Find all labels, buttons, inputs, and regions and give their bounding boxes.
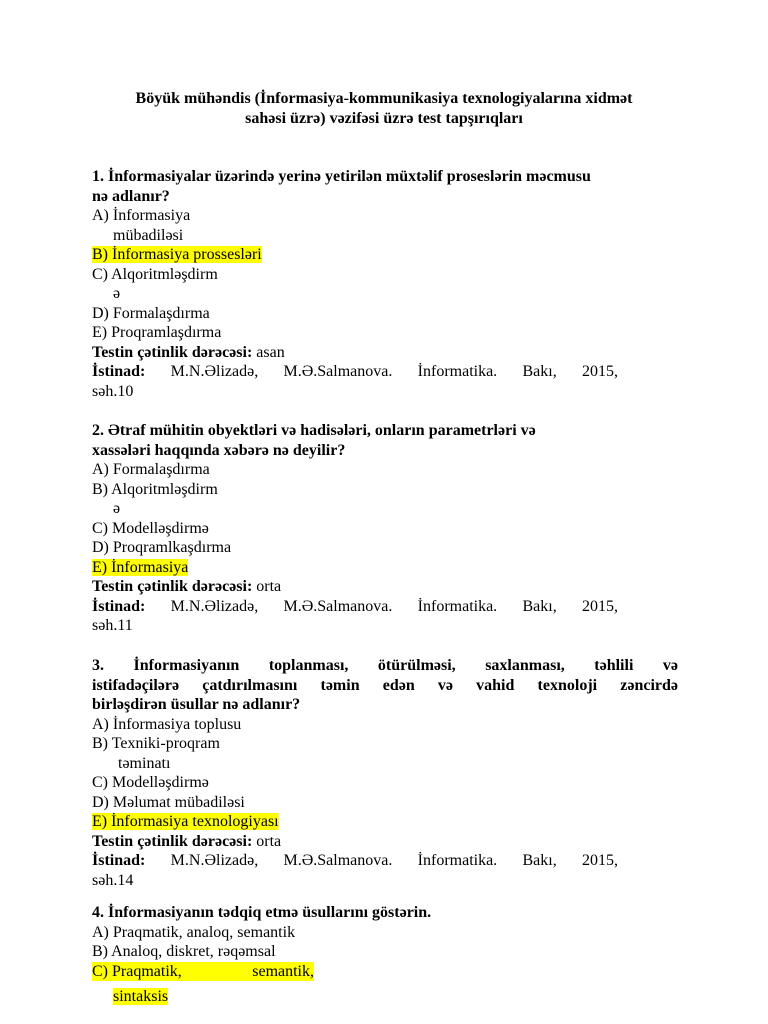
- question-3-text: [92, 656, 678, 715]
- question-2-reference: İstinad: M.N.Əlizadə, M.Ə.Salmanova. İnformatika. Bakı, 2015,: [92, 597, 618, 615]
- question-4-option-a: A) Praqmatik, analoq, semantik: [92, 923, 296, 941]
- question-1-option-a: A) İnformasiya mübadiləsi: [92, 207, 191, 244]
- question-4-text: 4. İnformasiyanın tədqiq etmə üsullarını göstərin.: [92, 904, 432, 921]
- question-2-option-d: D) Proqramlkaşdırma: [92, 539, 232, 556]
- question-2-difficulty: Testin çətinlik dərəcəsi: orta: [92, 578, 282, 595]
- question-1-option-e: E) Proqramlaşdırma: [92, 324, 222, 341]
- question-1-option-b-correct: B) İnformasiya prossesləri: [92, 246, 262, 263]
- question-2-line-1: 2. Ətraf mühitin obyektləri və hadisələri, onların parametrləri və: [92, 422, 536, 439]
- question-1: [92, 167, 678, 401]
- question-1-text: [92, 167, 678, 206]
- question-1-reference: İstinad: M.N.Əlizadə, M.Ə.Salmanova. İnformatika. Bakı, 2015,: [92, 363, 618, 380]
- question-3-option-a: A) İnformasiya toplusu: [92, 715, 242, 733]
- title-line-1: Böyük mühəndis (İnformasiya-kommunikasiya texnologiyalarına xidmət: [135, 90, 633, 107]
- question-3: [92, 656, 678, 890]
- question-2-reference-page: səh.11: [92, 617, 133, 634]
- question-1-reference-page: səh.10: [92, 382, 134, 400]
- question-3-reference-page: səh.14: [92, 871, 134, 889]
- question-1-line-2: nə adlanır?: [92, 187, 170, 205]
- question-1-difficulty: Testin çətinlik dərəcəsi: asan: [92, 343, 285, 361]
- question-3-line-3: birləşdirən üsullar nə adlanır?: [92, 696, 301, 713]
- question-2-option-a: A) Formalaşdırma: [92, 461, 210, 478]
- question-2-option-c: C) Modelləşdirmə: [92, 519, 209, 537]
- question-3-difficulty: Testin çətinlik dərəcəsi: orta: [92, 832, 282, 850]
- question-3-option-d: D) Məlumat mübadiləsi: [92, 793, 245, 811]
- question-3-line-2: istifadəçilərə çatdırılmasını təmin edən və vahid texnoloji zəncirdə: [92, 676, 678, 694]
- question-2-line-2: xassələri haqqında xəbərə nə deyilir?: [92, 441, 346, 459]
- question-4-option-c-continuation: sintaksis: [113, 987, 169, 1005]
- question-2-option-b: B) Alqoritmləşdirm ə: [92, 480, 218, 517]
- question-4-option-c-correct: C) Praqmatik, semantik,: [92, 962, 314, 980]
- question-3-option-b: B) Texniki-proqram təminatı: [92, 735, 220, 772]
- question-4-option-b: B) Analoq, diskret, rəqəmsal: [92, 943, 276, 960]
- question-4: [92, 903, 678, 1006]
- question-1-option-d: D) Formalaşdırma: [92, 304, 210, 322]
- question-2-option-e-correct: E) İnformasiya: [92, 558, 189, 576]
- question-2-text: [92, 421, 678, 460]
- page-title: [92, 89, 676, 129]
- question-1-line-1: 1. İnformasiyalar üzərində yerinə yetirilən müxtəlif proseslərin məcmusu: [92, 168, 591, 185]
- title-line-2: sahəsi üzrə) vəzifəsi üzrə test tapşırıqları: [245, 110, 523, 127]
- question-2: [92, 421, 678, 636]
- question-3-reference: İstinad: M.N.Əlizadə, M.Ə.Salmanova. İnformatika. Bakı, 2015,: [92, 852, 618, 869]
- question-3-line-1: 3. İnformasiyanın toplanması, ötürülməsi, saxlanması, təhlili və: [92, 657, 678, 674]
- question-3-option-e-correct: E) İnformasiya texnologiyası: [92, 813, 279, 830]
- question-1-option-c: C) Alqoritmləşdirm ə: [92, 265, 218, 302]
- question-3-option-c: C) Modelləşdirmə: [92, 774, 209, 791]
